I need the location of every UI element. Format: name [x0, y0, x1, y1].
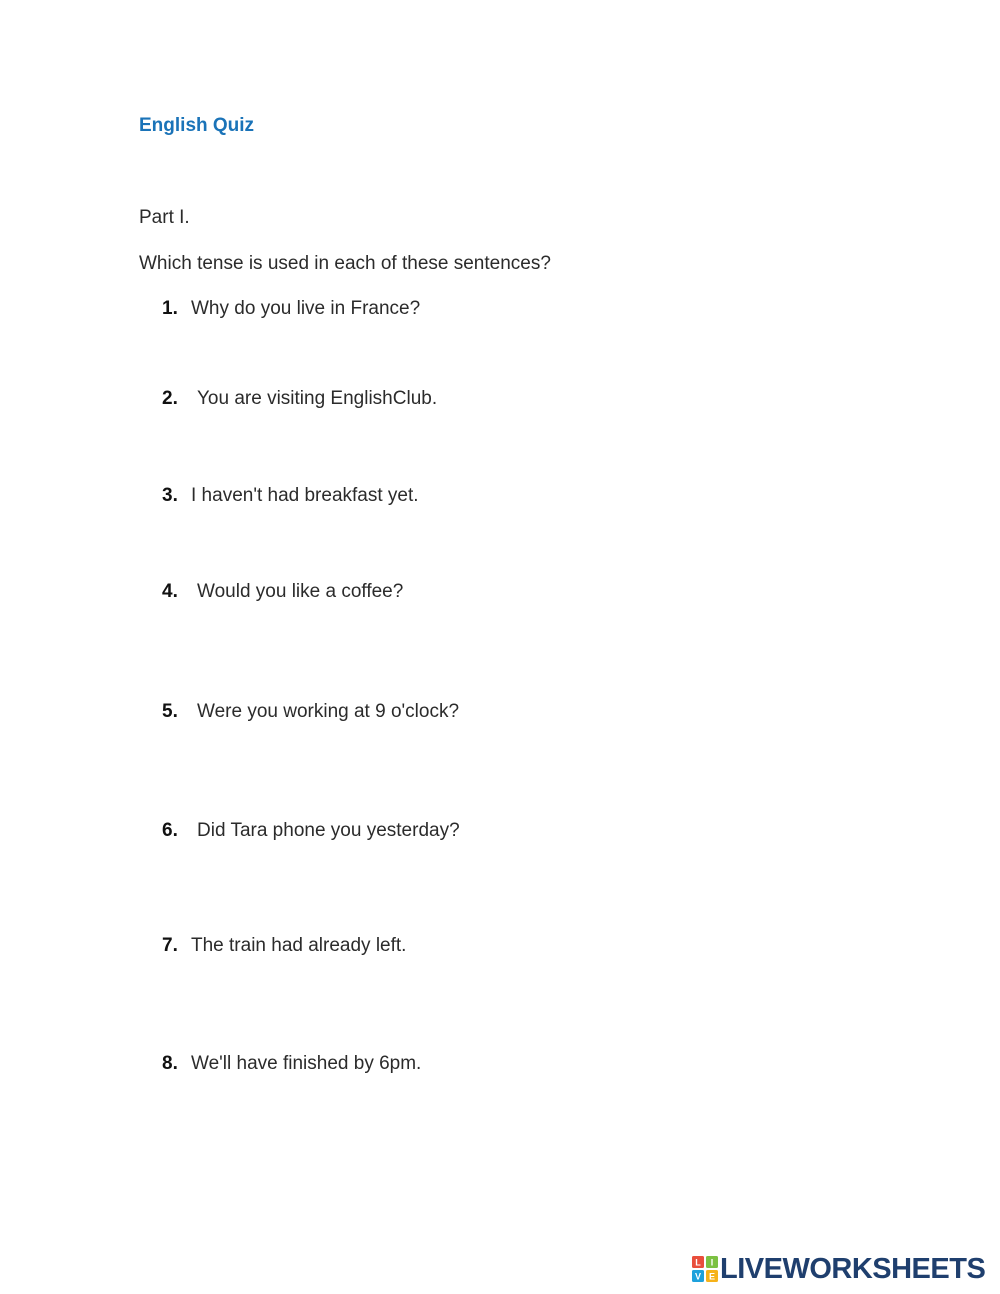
question-number: 5. — [162, 701, 178, 722]
svg-text:I: I — [710, 1257, 714, 1268]
question-item — [162, 581, 403, 603]
liveworksheets-logo — [692, 1254, 985, 1284]
page-title: English Quiz — [139, 115, 255, 136]
question-text: We'll have finished by 6pm. — [191, 1053, 422, 1074]
question-text: You are visiting EnglishClub. — [197, 388, 438, 409]
question-text: Were you working at 9 o'clock? — [197, 701, 460, 722]
question-item — [162, 701, 459, 723]
svg-text:V: V — [694, 1271, 702, 1282]
question-item — [162, 388, 437, 410]
question-text: The train had already left. — [191, 935, 407, 956]
svg-text:L: L — [695, 1257, 701, 1268]
question-text: Would you like a coffee? — [197, 581, 404, 602]
part-heading: Part I. — [139, 207, 190, 228]
question-item — [162, 820, 460, 842]
question-number: 2. — [162, 388, 178, 409]
logo-text: LIVEWORKSHEETS — [720, 1253, 986, 1285]
question-item — [162, 298, 420, 320]
question-text: Why do you live in France? — [191, 298, 421, 319]
question-number: 3. — [162, 485, 178, 506]
instruction-text: Which tense is used in each of these sentences? — [139, 253, 551, 274]
question-item — [162, 1053, 421, 1075]
question-number: 1. — [162, 298, 178, 319]
question-item — [162, 485, 419, 507]
question-item — [162, 935, 406, 957]
question-number: 6. — [162, 820, 178, 841]
logo-blocks-icon — [692, 1256, 718, 1282]
question-text: Did Tara phone you yesterday? — [197, 820, 460, 841]
question-number: 7. — [162, 935, 178, 956]
question-number: 8. — [162, 1053, 178, 1074]
question-text: I haven't had breakfast yet. — [191, 485, 419, 506]
svg-text:E: E — [708, 1271, 716, 1282]
question-number: 4. — [162, 581, 178, 602]
